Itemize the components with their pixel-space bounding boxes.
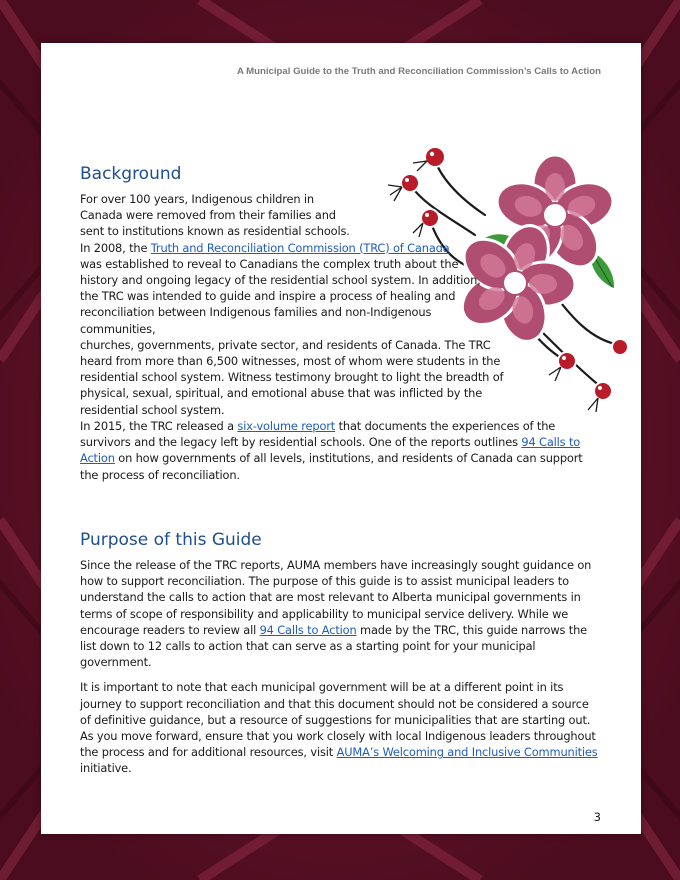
text-line: Canada were removed from their families and <box>80 208 336 223</box>
purpose-paragraph-1 <box>80 557 602 670</box>
text-line: residential school system. Witness testimony brought to light the breadth of <box>80 370 504 385</box>
background-heading: Background <box>80 164 182 184</box>
trc-link[interactable]: Truth and Reconciliation Commission (TRC) of Canada <box>150 240 450 255</box>
text-line: was established to reveal to Canadians the complex truth about the <box>80 256 459 271</box>
text-line: history and ongoing legacy of the residential school system. In addition, <box>80 273 481 288</box>
page-number: 3 <box>593 810 601 824</box>
purpose-section <box>80 557 602 786</box>
running-head: A Municipal Guide to the Truth and Reconciliation Commission’s Calls to Action <box>236 66 601 77</box>
text-span: on how governments of all levels, institutions, and residents of Canada can support the process of reconciliation. <box>80 451 583 482</box>
text-line: churches, governments, private sector, and residents of Canada. The TRC <box>80 337 491 352</box>
background-paragraph-1 <box>80 191 510 418</box>
text-span: that documents the experiences of the survivors and the legacy left by residential schools. One of the reports outlines <box>80 419 556 450</box>
text-line: For over 100 years, Indigenous children in <box>80 192 314 206</box>
text-line: the TRC was intended to guide and inspire a process of healing and <box>80 289 456 304</box>
calls-to-action-link[interactable]: 94 Calls to Action <box>259 622 357 637</box>
text-span: made by the TRC, this guide narrows the list down to 12 calls to action that can serve as a starting point for your municipal government. <box>80 622 588 670</box>
text-line: reconciliation between Indigenous families and non-Indigenous communities, <box>80 305 432 336</box>
text-line: heard from more than 6,500 witnesses, most of whom were students in the <box>80 354 501 369</box>
text-line: residential school system. <box>80 402 225 417</box>
text-line: physical, sexual, spiritual, and emotional abuse that was inflicted by the <box>80 386 483 401</box>
calls-to-action-link[interactable]: 94 Calls to Action <box>80 435 581 466</box>
text-line: sent to institutions known as residential schools. <box>80 224 350 239</box>
text-span: initiative. <box>80 761 132 776</box>
purpose-heading: Purpose of this Guide <box>80 530 262 550</box>
auma-welcoming-link[interactable]: AUMA’s Welcoming and Inclusive Communities <box>336 745 598 760</box>
text-line <box>80 240 510 256</box>
document-page <box>41 43 641 834</box>
background-paragraph-2 <box>80 418 602 483</box>
text-span: It is important to note that each municipal government will be at a different point in its journey to support reconciliation and that this document should not be considered a source of definitive guidance, but a resource of suggestions for municipalities that are starting out. As you move forward, ensure that you work closely with local Indigenous leaders throughout the process and for additional resources, visit <box>80 680 596 760</box>
purpose-paragraph-2 <box>80 679 602 776</box>
text-span: Since the release of the TRC reports, AUMA members have increasingly sought guidance on how to support reconciliation. The purpose of this guide is to assist municipal leaders to understand the calls to action that are most relevant to Alberta municipal governments in terms of scope of responsibility and applicability to municipal service delivery. While we encourage readers to review all <box>80 558 592 637</box>
text-span: In 2008, the <box>80 240 151 255</box>
text-span: In 2015, the TRC released a <box>80 419 238 433</box>
six-volume-report-link[interactable]: six-volume report <box>237 419 336 433</box>
